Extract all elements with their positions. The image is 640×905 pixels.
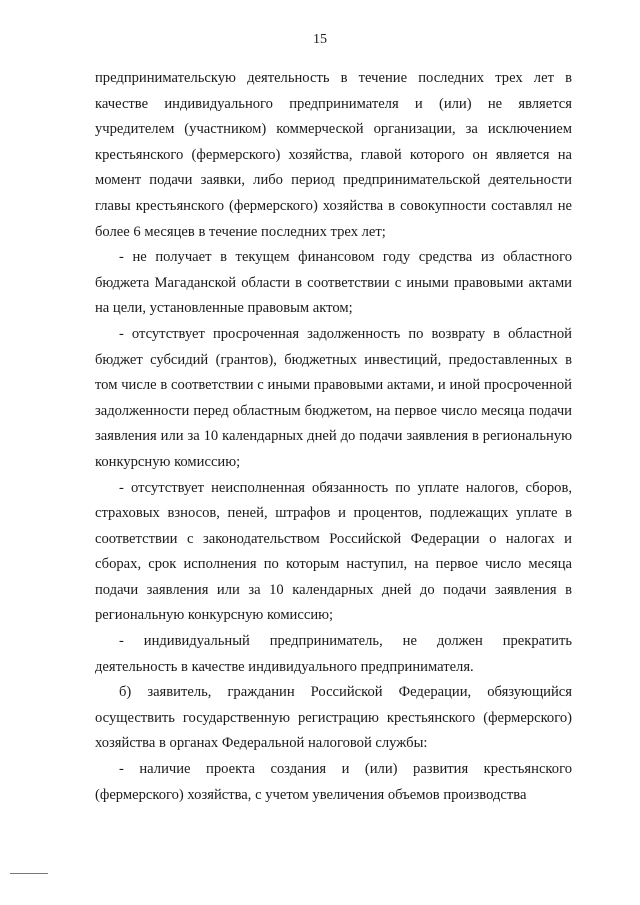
paragraph-no-budget-funds: - не получает в текущем финансовом году средства из областного бюджета Магаданской области в соответствии с иными правовыми актами на цели, установленные правовым актом; [95, 249, 572, 317]
footer-rule [10, 873, 48, 874]
paragraph-project-requirement: - наличие проекта создания и (или) развития крестьянского (фермерского) хозяйства, с учетом увеличения объемов производства [95, 761, 572, 803]
paragraph-applicant-citizen: б) заявитель, гражданин Российской Федерации, обязующийся осуществить государственную регистрацию крестьянского (фермерского) хозяйства в органах Федеральной налоговой службы: [95, 684, 572, 752]
paragraph-entrepreneur-activity: - индивидуальный предприниматель, не должен прекратить деятельность в качестве индивидуального предпринимателя. [95, 633, 572, 675]
page-number: 15 [313, 32, 327, 47]
paragraph-continuation: предпринимательскую деятельность в течение последних трех лет в качестве индивидуального предпринимателя и (или) не является учредителем (участником) коммерческой организации, за исключением крестьянского (фермерского) хозяйства, главой которого он является на момент подачи заявки, либо период предпринимательской деятельности главы крестьянского (фермерского) хозяйства в совокупности составлял не более 6 месяцев в течение последних трех лет; [95, 70, 572, 240]
document-body [95, 66, 572, 808]
paragraph-no-tax-obligation: - отсутствует неисполненная обязанность по уплате налогов, сборов, страховых взносов, пеней, штрафов и процентов, подлежащих уплате в соответствии с законодательством Российской Федерации о налогах и сборах, срок исполнения по которым наступил, на первое число месяца подачи заявления или за 10 календарных дней до подачи заявления в региональную конкурсную комиссию; [95, 479, 572, 624]
paragraph-no-overdue-debt: - отсутствует просроченная задолженность по возврату в областной бюджет субсидий (грантов), бюджетных инвестиций, предоставленных в том числе в соответствии с иными правовыми актами, и иной просроченной задолженности перед областным бюджетом, на первое число месяца подачи заявления или за 10 календарных дней до подачи заявления в региональную конкурсную комиссию; [95, 325, 572, 470]
